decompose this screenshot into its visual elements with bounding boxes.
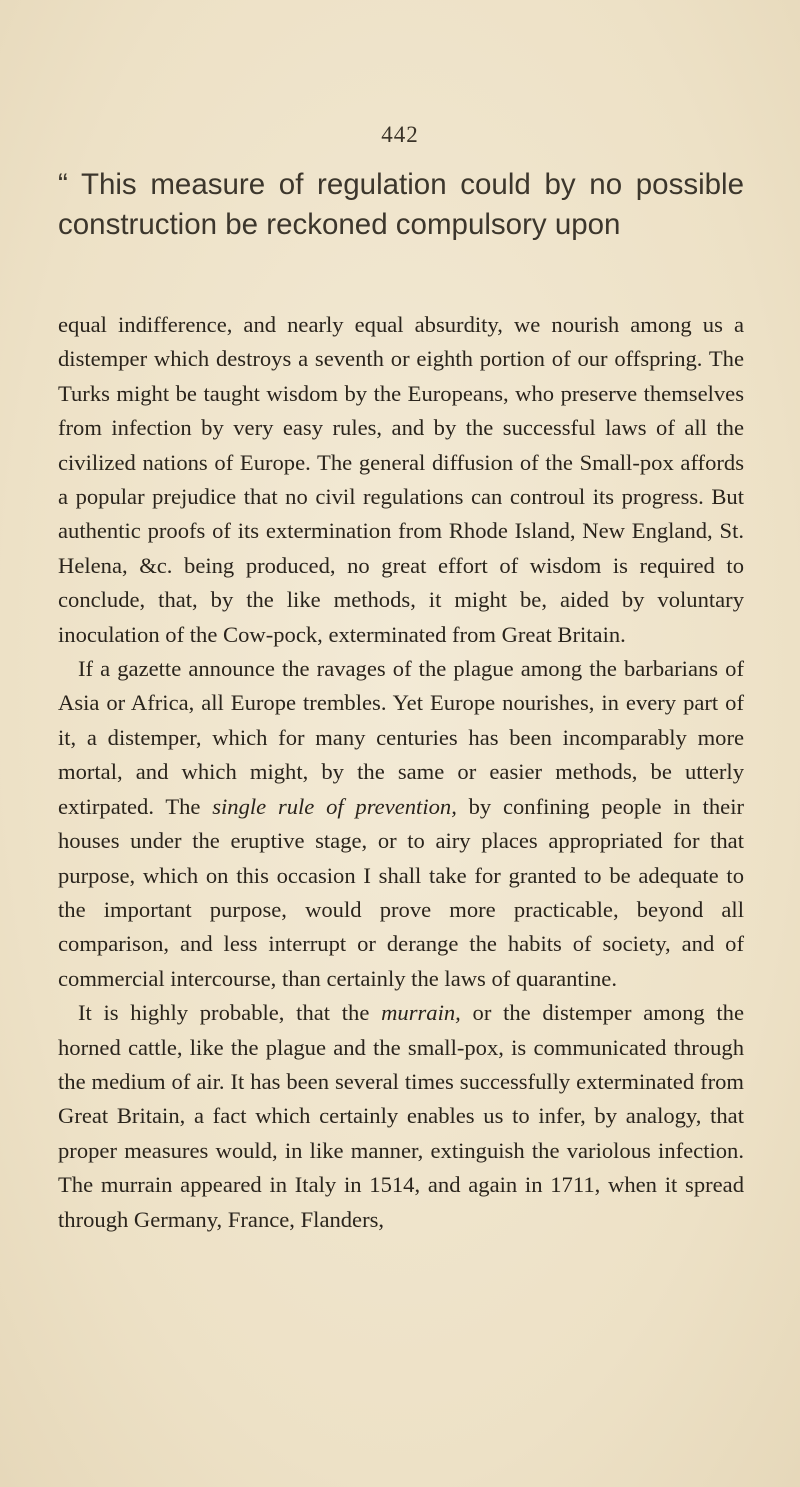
text-run: by confining people in their houses under the eruptive stage, or to airy places appropriated for that purpose, which on this occasion I shall take for granted to be adequate to the important purpose, would prove more practicable, beyond all comparison, and less interrupt or derange the habits of society, and of commercial intercourse, than certainly the laws of quarantine. <box>58 793 745 991</box>
text-run: It is highly probable, that the <box>78 1000 382 1026</box>
paragraph <box>58 652 744 996</box>
paragraph <box>58 308 744 652</box>
body-text <box>58 308 744 1237</box>
italic-phrase: single rule of prevention, <box>212 793 457 819</box>
paragraph <box>58 996 744 1237</box>
opening-quote: “ This measure of regulation could by no possible construction be reckoned compulsory upon <box>58 168 744 241</box>
italic-phrase: murrain, <box>381 1000 461 1026</box>
text-run: equal indifference, and nearly equal absurdity, we nourish among us a distemper which destroys a seventh or eighth portion of our offspring. The Turks might be taught wisdom by the Europeans, who preserve themselves from infection by very easy rules, and by the successful laws of all the civilized nations of Europe. The general diffusion of the Small-pox affords a popular prejudice that no civil regulations can controul its progress. But authentic proofs of its extermination from Rhode Island, New England, St. Helena, &c. being produced, no great effort of wisdom is required to conclude, that, by the like methods, it might be, aided by voluntary inoculation of the Cow-pock, exterminated from Great Britain. <box>58 312 744 647</box>
text-run: or the distemper among the horned cattle, like the plague and the small-pox, is communicated through the medium of air. It has been several times successfully exterminated from Great Britain, a fact which certainly enables us to infer, by analogy, that proper measures would, in like manner, extinguish the variolous infection. The murrain appeared in Italy in 1514, and again in 1711, when it spread through Germany, France, Flanders, <box>58 1000 745 1232</box>
page-number: 442 <box>381 122 419 147</box>
text-run: If a gazette announce the ravages of the plague among the barbarians of Asia or Africa, all Europe trembles. Yet Europe nourishes, in every part of it, a distemper, which for many centuries has been incomparably more mortal, and which might, by the same or easier methods, be utterly extirpated. The <box>58 656 744 819</box>
